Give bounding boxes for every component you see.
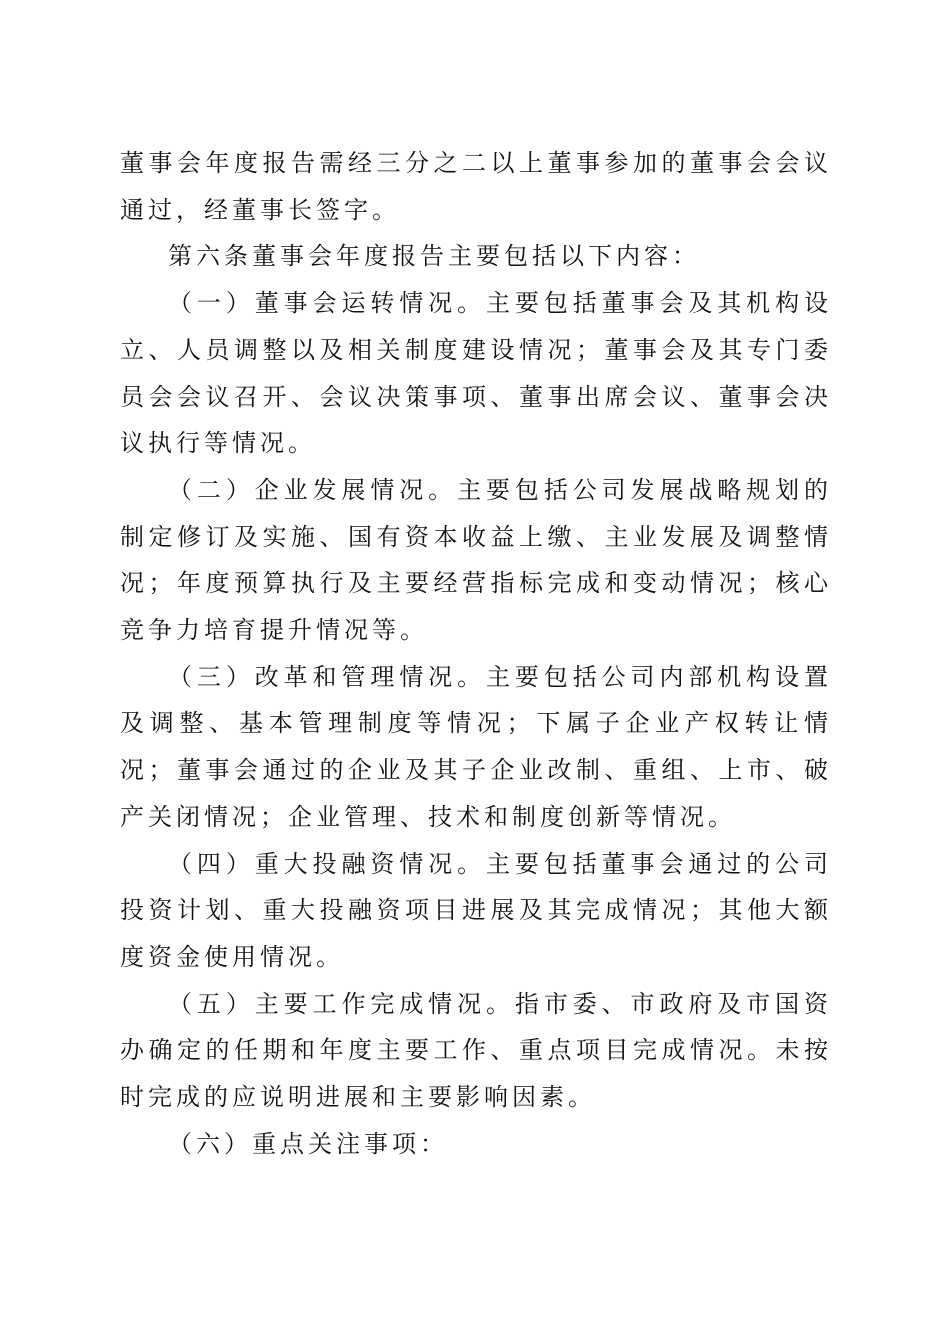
- document-body: [120, 140, 832, 1167]
- paragraph-item-2-enterprise-development: （二）企业发展情况。主要包括公司发展战略规划的制定修订及实施、国有资本收益上缴、主业发展及调整情况；年度预算执行及主要经营指标完成和变动情况；核心竞争力培育提升情况等。: [120, 475, 832, 645]
- paragraph-item-3-reform-management: （三）改革和管理情况。主要包括公司内部机构设置及调整、基本管理制度等情况；下属子企业产权转让情况；董事会通过的企业及其子企业改制、重组、上市、破产关闭情况；企业管理、技术和制度创新等情况。: [120, 662, 832, 831]
- paragraph-item-4-investment-financing: （四）重大投融资情况。主要包括董事会通过的公司投资计划、重大投融资项目进展及其完成情况；其他大额度资金使用情况。: [120, 849, 832, 971]
- paragraph-article-six: 第六条董事会年度报告主要包括以下内容：: [168, 242, 700, 271]
- paragraph-item-5-main-work: （五）主要工作完成情况。指市委、市政府及市国资办确定的任期和年度主要工作、重点项目完成情况。未按时完成的应说明进展和主要影响因素。: [120, 989, 832, 1112]
- paragraph-board-approval: 董事会年度报告需经三分之二以上董事参加的董事会会议通过，经董事长签字。: [120, 149, 832, 224]
- paragraph-item-1-board-operation: （一）董事会运转情况。主要包括董事会及其机构设立、人员调整以及相关制度建设情况；董事会及其专门委员会会议召开、会议决策事项、董事出席会议、董事会决议执行等情况。: [120, 289, 832, 458]
- paragraph-item-6-key-concerns: （六）重点关注事项：: [168, 1129, 448, 1158]
